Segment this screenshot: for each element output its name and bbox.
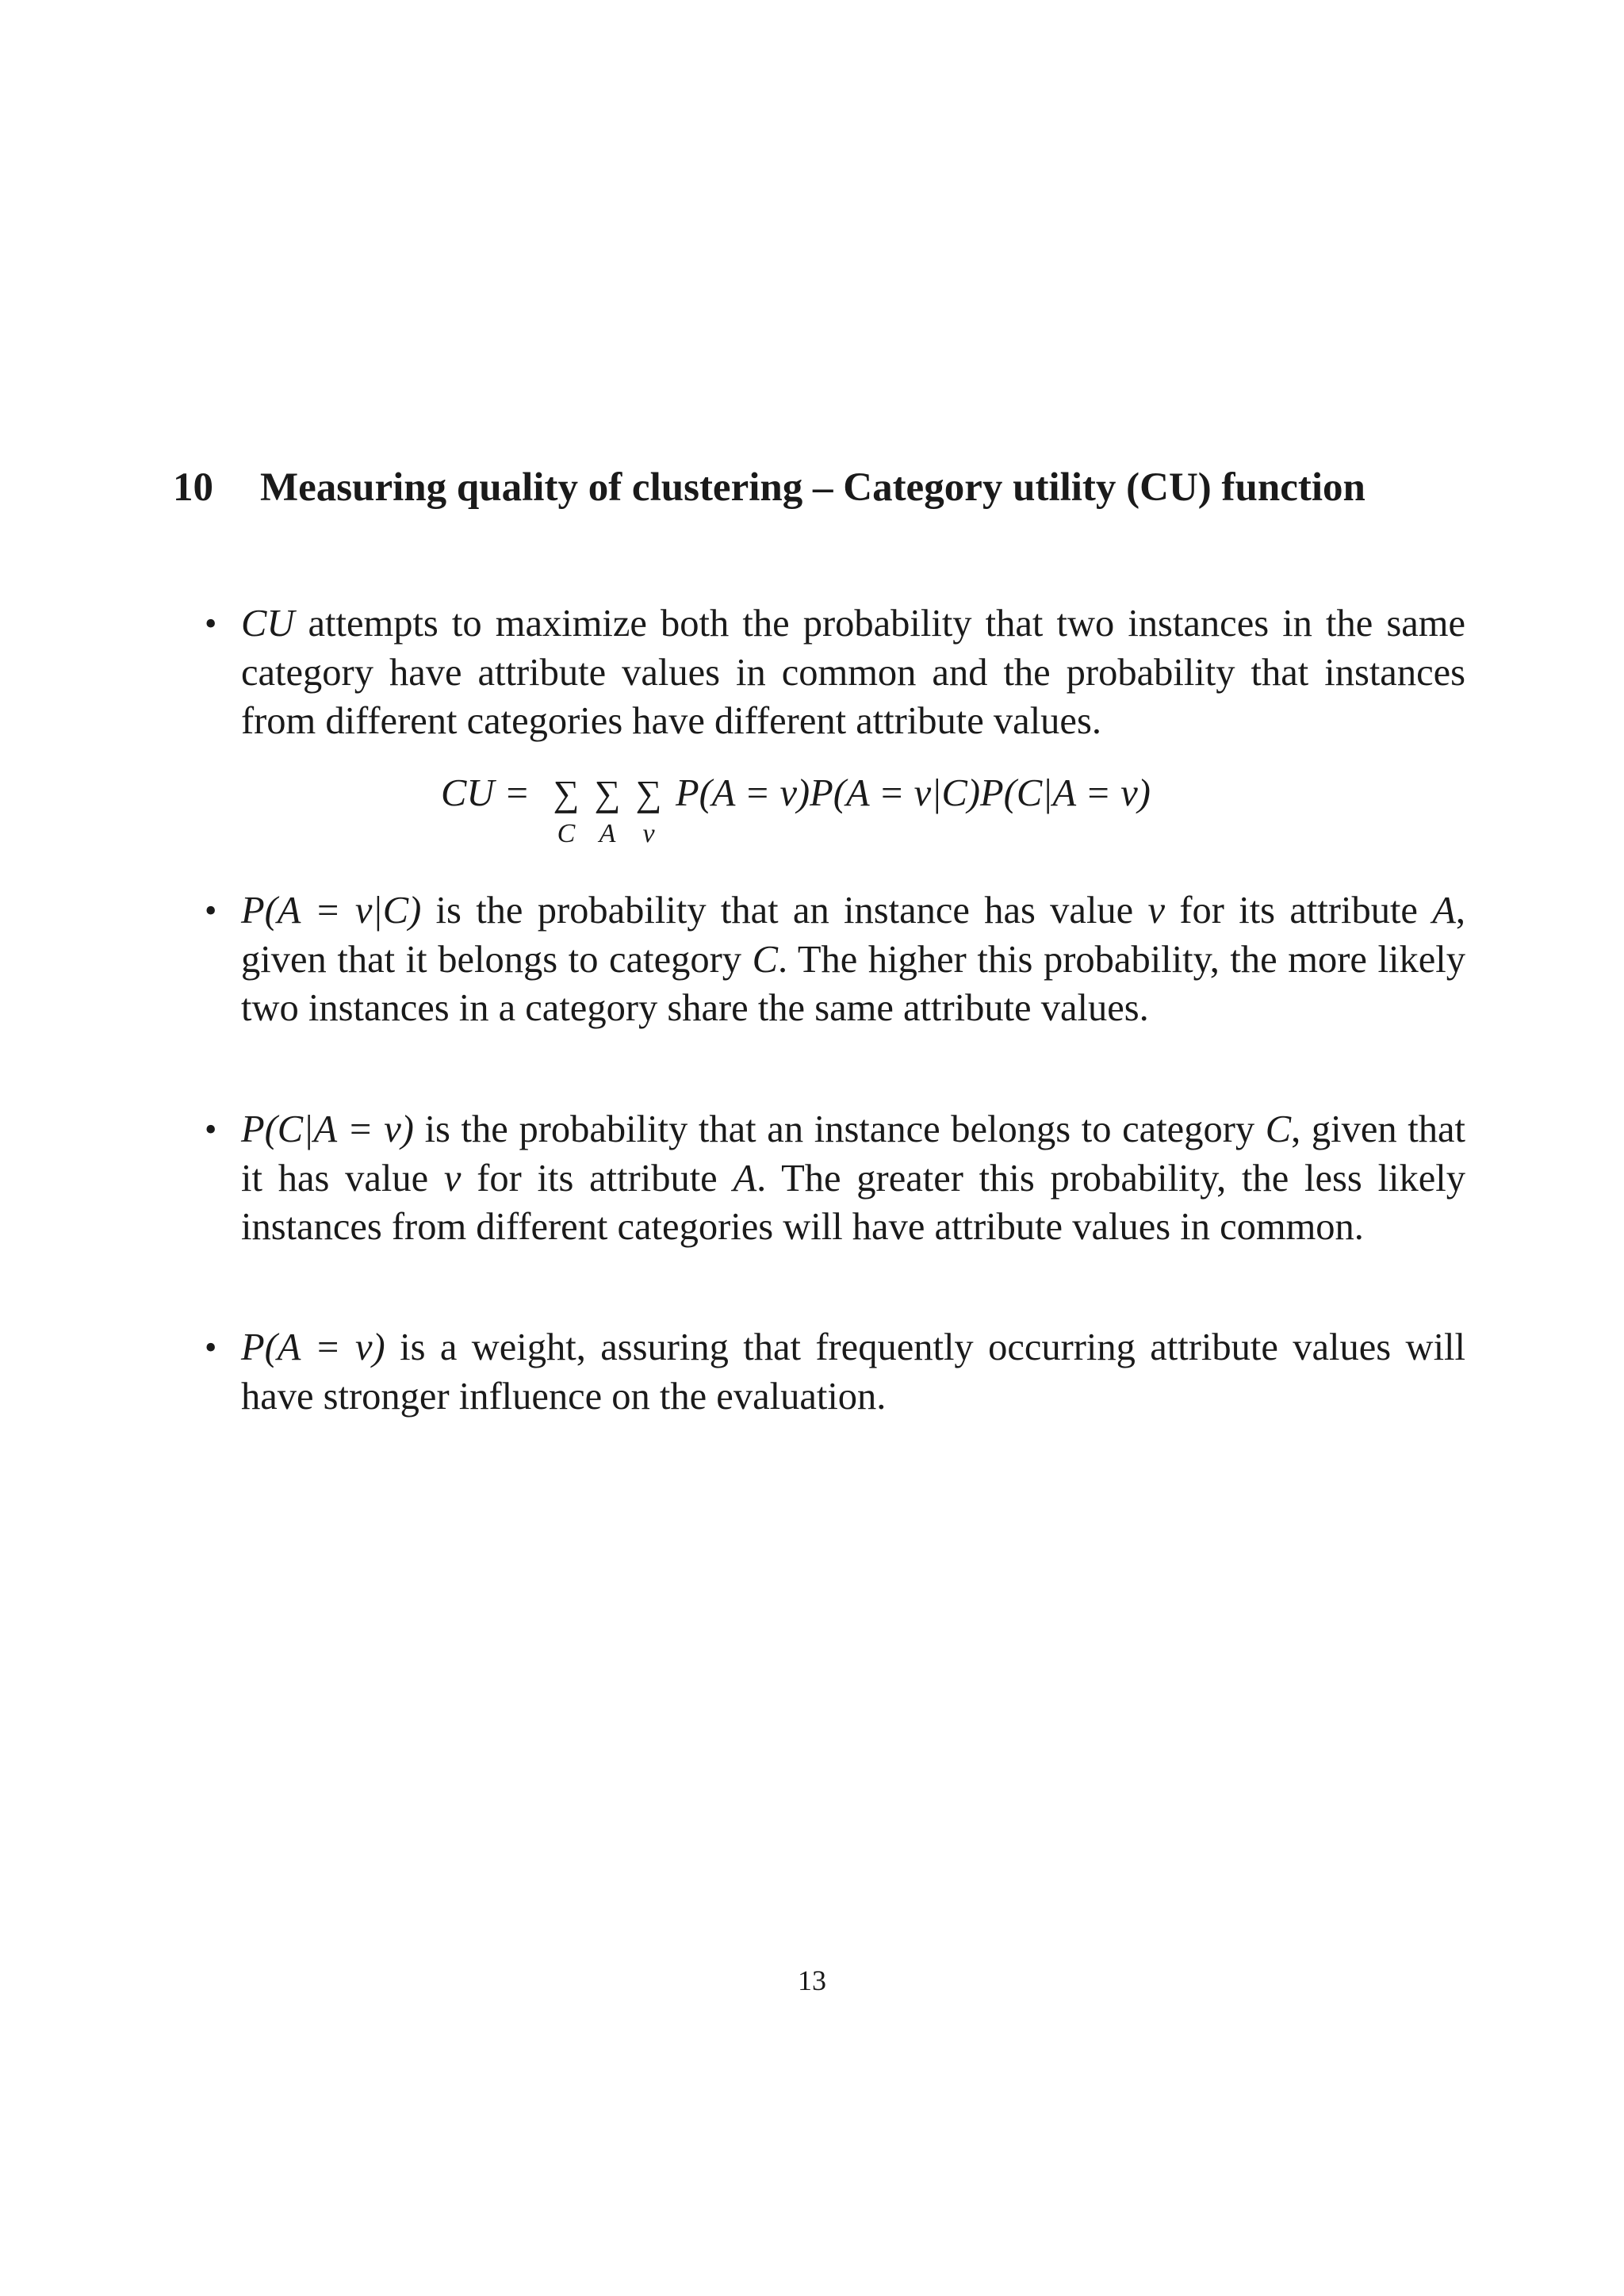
bullet-icon: • <box>205 891 217 930</box>
sum-over-v <box>633 769 665 846</box>
math-inline: v <box>443 1157 462 1200</box>
text-run: , given that it belongs to category <box>241 890 1466 981</box>
math-inline: P(A = v) <box>241 1326 385 1368</box>
text-run: , given that it has value <box>241 1108 1466 1200</box>
bullet-body: is a weight, assuring that frequently occurring attribute values will have stronger influence on the evaluation. <box>241 1326 1465 1418</box>
math-inline: CU <box>241 603 295 645</box>
text-run: is the probability that an instance has value <box>435 890 1134 932</box>
bullet-icon: • <box>205 1328 217 1367</box>
equation-rhs: P(A = v)P(A = v|C)P(C|A = v) <box>676 772 1151 814</box>
math-inline: P(A = v|C) <box>241 890 422 932</box>
equation-lhs: CU = <box>441 772 530 814</box>
sum-over-a <box>592 769 623 846</box>
sum-subscript: C <box>557 819 576 848</box>
text-run: is the probability that an instance belongs to category <box>424 1108 1255 1150</box>
math-inline: P(C|A = v) <box>241 1108 414 1150</box>
math-inline: C <box>1265 1108 1292 1150</box>
bullet-body: attempts to maximize both the probability that two instances in the same category have attribute values in common and the probability that instances from different categories have different attribute values. <box>241 603 1466 742</box>
text-run: for its attribute <box>477 1157 718 1200</box>
page-number: 13 <box>798 1965 826 1996</box>
bullet-icon: • <box>205 1110 217 1149</box>
sum-subscript: A <box>599 819 616 848</box>
text-run: . The higher this probability, the more likely two instances in a category share the same attribute values. <box>241 938 1466 1029</box>
section-number: 10 <box>173 465 213 510</box>
bullet-text <box>241 1105 1465 1252</box>
bullet-icon: • <box>205 604 217 643</box>
math-inline: A <box>733 1157 757 1200</box>
sum-over-c <box>550 769 582 846</box>
text-run: . The greater this probability, the less likely instances from different categories will have attribute values in common. <box>241 1157 1466 1248</box>
sum-symbol: ∑ <box>635 773 662 813</box>
text-run: for its attribute <box>1179 890 1418 932</box>
bullet-text <box>241 886 1465 1033</box>
sum-symbol: ∑ <box>594 773 621 813</box>
math-inline: A <box>1432 890 1456 932</box>
math-inline: v <box>1147 890 1166 932</box>
sum-symbol: ∑ <box>553 773 580 813</box>
math-inline: C <box>752 938 778 981</box>
bullet-text <box>241 1323 1465 1421</box>
sum-subscript: v <box>642 819 655 848</box>
bullet-text <box>241 599 1465 746</box>
section-title: Measuring quality of clustering – Category utility (CU) function <box>260 465 1365 510</box>
